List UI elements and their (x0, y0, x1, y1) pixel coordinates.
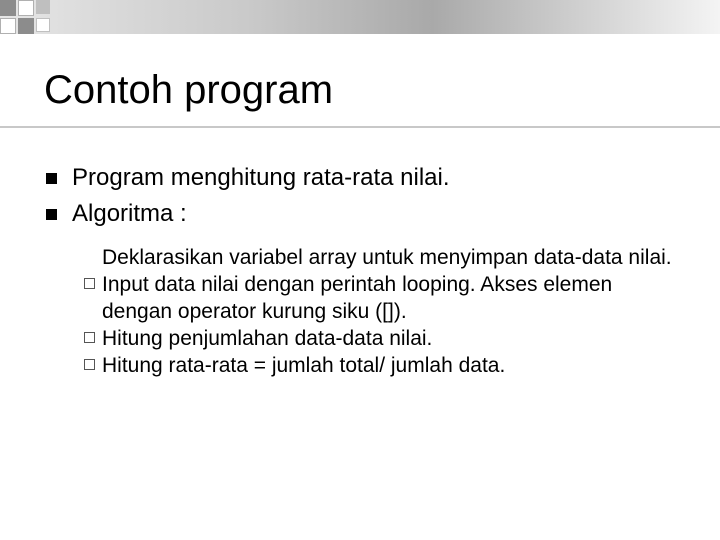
sub-bullet-item (84, 352, 684, 379)
bullet-text: Algoritma : (72, 200, 187, 227)
bullet-item (44, 198, 694, 230)
sub-bullet-list (84, 244, 684, 379)
square-bullet-icon (46, 173, 57, 184)
sub-bullet-text: Input data nilai dengan perintah looping. Akses elemen dengan operator kurung siku ([]). (102, 273, 613, 323)
sub-bullet-text: Hitung rata-rata = jumlah total/ jumlah data. (102, 354, 506, 377)
slide-title: Contoh program (44, 68, 334, 112)
title-divider (0, 126, 720, 128)
bullet-text: Program menghitung rata-rata nilai. (72, 164, 450, 191)
hollow-square-bullet-icon (84, 278, 95, 289)
hollow-square-bullet-icon (84, 332, 95, 343)
decorative-square (0, 0, 16, 16)
sub-bullet-text: Deklarasikan variabel array untuk menyimpan data-data nilai. (102, 246, 672, 269)
bullet-item (44, 162, 694, 194)
decorative-square (36, 18, 50, 32)
sub-bullet-item (84, 271, 684, 325)
square-bullet-icon (46, 209, 57, 220)
sub-bullet-text: Hitung penjumlahan data-data nilai. (102, 327, 433, 350)
decorative-square (18, 18, 34, 34)
sub-bullet-item (84, 244, 684, 271)
bullet-list (44, 162, 694, 234)
header-decoration-band (0, 0, 720, 34)
sub-bullet-item (84, 325, 684, 352)
decorative-square (0, 18, 16, 34)
hollow-square-bullet-icon (84, 359, 95, 370)
decorative-square (18, 0, 34, 16)
decorative-square (36, 0, 50, 14)
